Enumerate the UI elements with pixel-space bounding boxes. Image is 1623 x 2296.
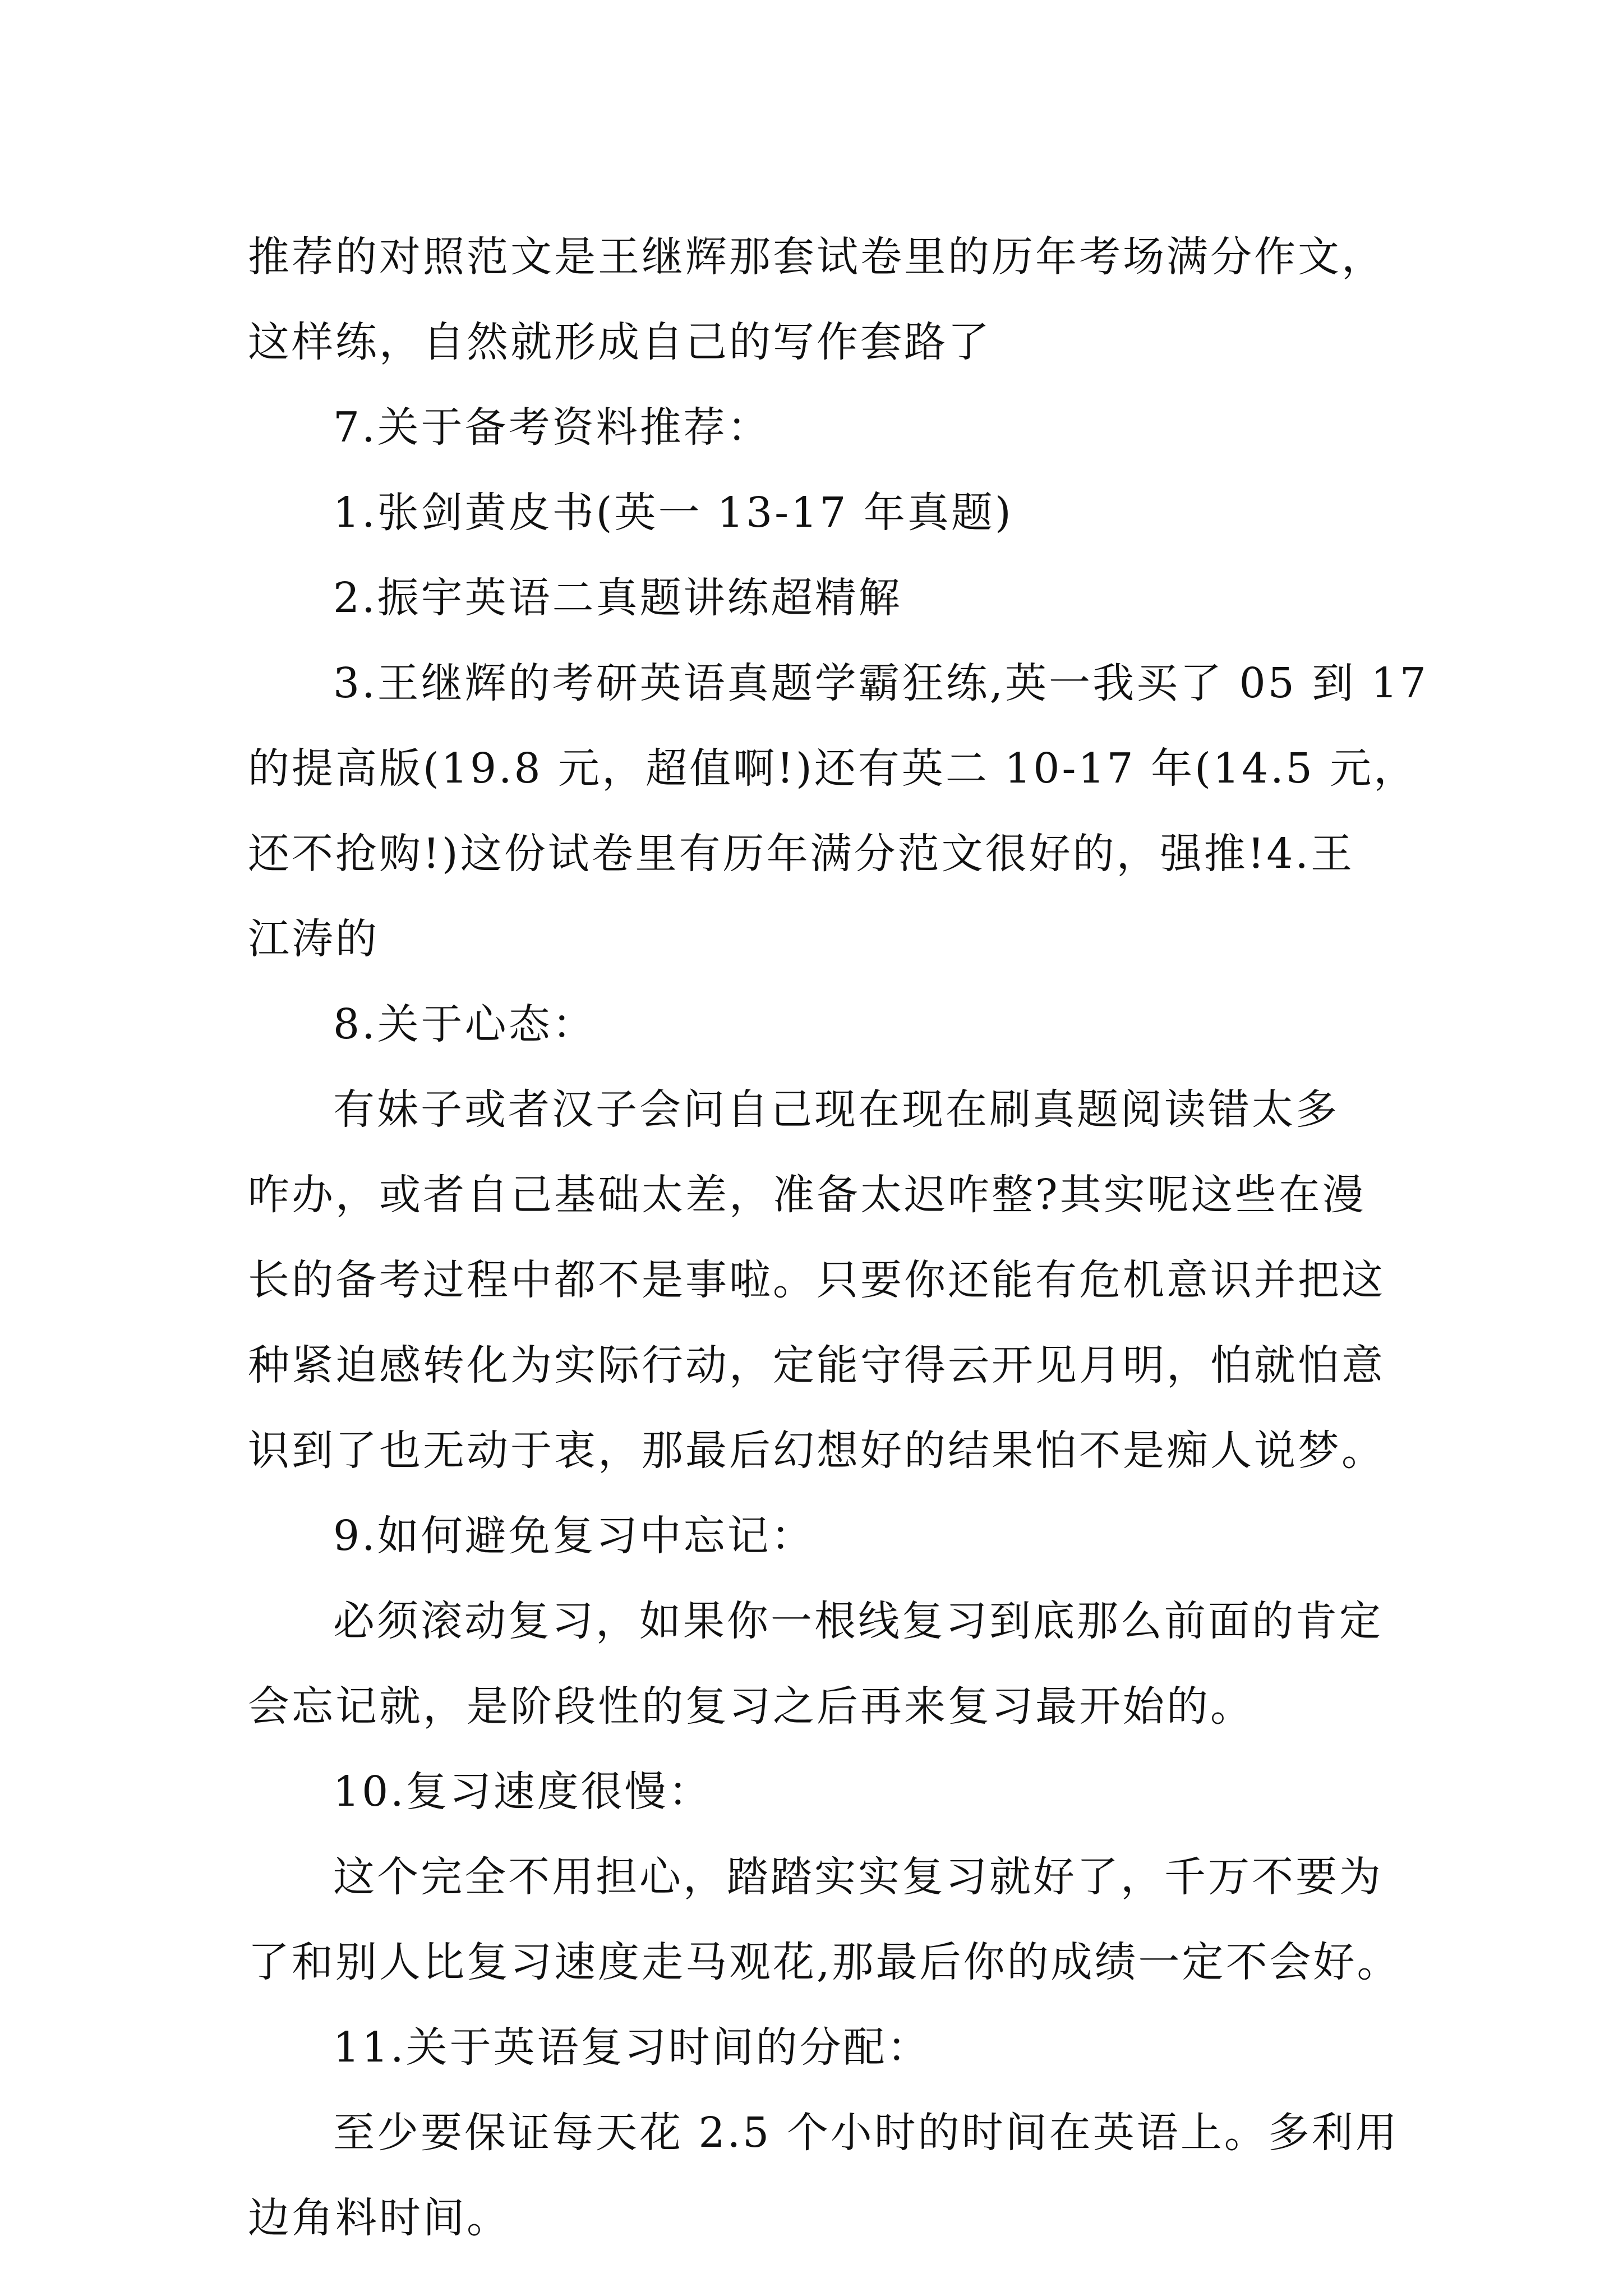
section-heading: 9.如何避免复习中忘记： — [333, 1512, 815, 1560]
text-line: 边角料时间。 — [248, 2194, 510, 2242]
list-item: 3.王继辉的考研英语真题学霸狂练,英一我买了 05 到 17 — [333, 659, 1429, 707]
list-item: 1.张剑黄皮书(英一 13-17 年真题) — [333, 489, 1013, 537]
document-body — [248, 214, 1429, 2261]
text-line: 还不抢购!)这份试卷里有历年满分范文很好的，强推!4.王 — [248, 830, 1354, 878]
text-line: 长的备考过程中都不是事啦。只要你还能有危机意识并把这 — [248, 1256, 1385, 1304]
paragraph-start: 至少要保证每天花 2.5 个小时的时间在英语上。多利用 — [333, 2109, 1399, 2157]
section-heading: 8.关于心态： — [333, 1000, 596, 1048]
text-line: 江涛的 — [248, 915, 379, 963]
paragraph-start: 这个完全不用担心，踏踏实实复习就好了，千万不要为 — [333, 1853, 1383, 1901]
list-item: 2.振宇英语二真题讲练超精解 — [333, 574, 902, 622]
text-line: 识到了也无动于衷，那最后幻想好的结果怕不是痴人说梦。 — [248, 1427, 1385, 1475]
paragraph-start: 有妹子或者汉子会问自己现在现在刷真题阅读错太多 — [333, 1085, 1339, 1134]
text-line: 这样练，自然就形成自己的写作套路了 — [248, 318, 992, 366]
section-heading: 11.关于英语复习时间的分配： — [333, 2023, 931, 2072]
text-line: 会忘记就，是阶段性的复习之后再来复习最开始的。 — [248, 1682, 1254, 1731]
text-line: 的提高版(19.8 元，超值啊!)还有英二 10-17 年(14.5 元， — [248, 744, 1418, 793]
text-line: 种紧迫感转化为实际行动，定能守得云开见月明，怕就怕意 — [248, 1341, 1385, 1389]
text-line: 咋办，或者自己基础太差，准备太迟咋整?其实呢这些在漫 — [248, 1171, 1366, 1219]
paragraph-start: 必须滚动复习，如果你一根线复习到底那么前面的肯定 — [333, 1597, 1383, 1645]
text-line: 推荐的对照范文是王继辉那套试卷里的历年考场满分作文， — [248, 233, 1385, 281]
section-heading: 7.关于备考资料推荐： — [333, 403, 771, 452]
text-line: 了和别人比复习速度走马观花,那最后你的成绩一定不会好。 — [248, 1938, 1401, 1986]
section-heading: 10.复习速度很慢： — [333, 1768, 712, 1816]
